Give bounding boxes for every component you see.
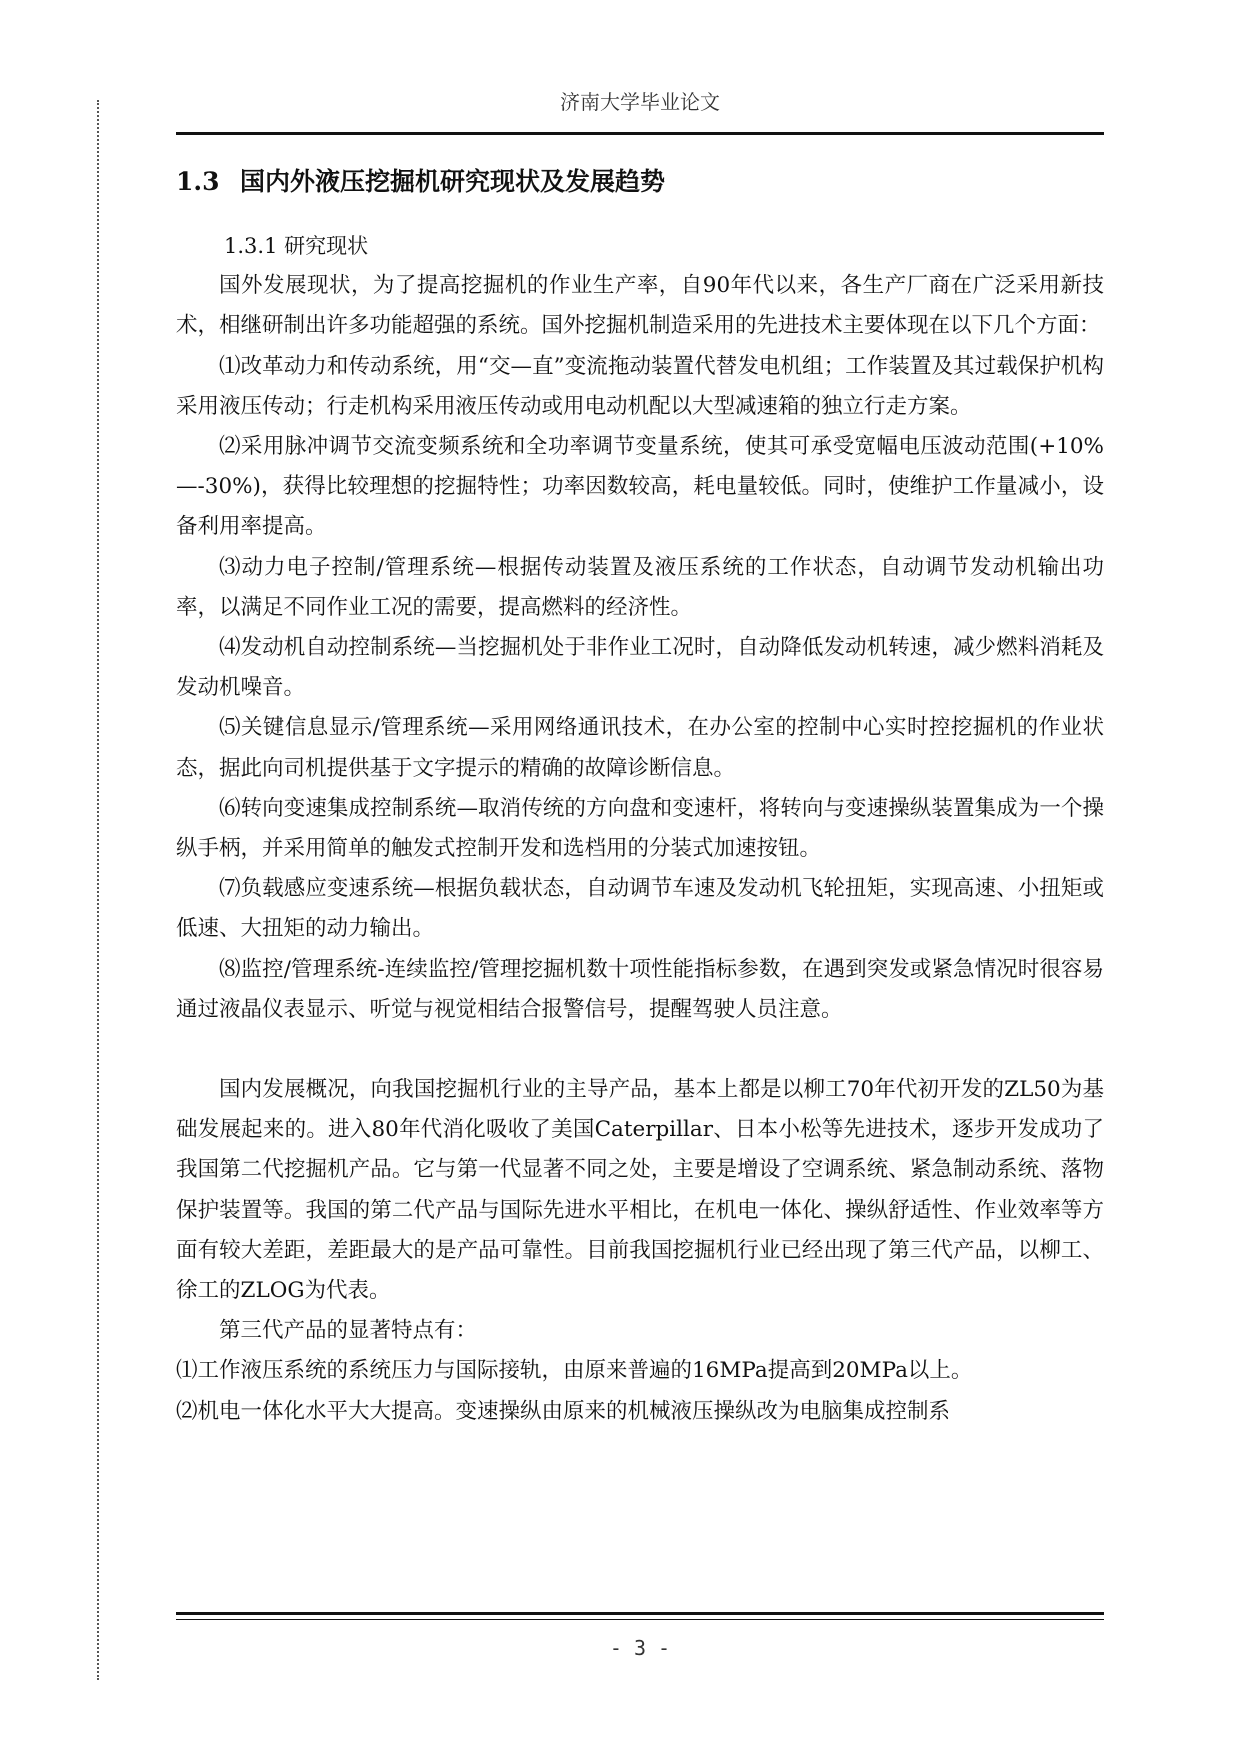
footer-rule: [176, 1612, 1104, 1615]
binding-dotted-line: [97, 100, 99, 1680]
section-number: 1.3: [176, 167, 220, 196]
page-header: 济南大学毕业论文: [560, 90, 720, 114]
paragraph: ⑻监控/管理系统-连续监控/管理挖掘机数十项性能指标参数，在遇到突发或紧急情况时很容易通过液晶仪表显示、听觉与视觉相结合报警信号，提醒驾驶人员注意。: [176, 956, 1104, 1022]
list-item: ⑵机电一体化水平大大提高。变速操纵由原来的机械液压操纵改为电脑集成控制系: [176, 1398, 951, 1424]
subsection-heading: 1.3.1 研究现状: [224, 234, 369, 258]
paragraph: ⑶动力电子控制/管理系统—根据传动装置及液压系统的工作状态，自动调节发动机输出功率，以满足不同作业工况的需要，提高燃料的经济性。: [176, 554, 1104, 620]
paragraph: 第三代产品的显著特点有：: [219, 1318, 478, 1344]
paragraph: ⑴改革动力和传动系统，用“交—直”变流拖动装置代替发电机组；工作装置及其过载保护机构采用液压传动；行走机构采用液压传动或用电动机配以大型减速箱的独立行走方案。: [176, 353, 1104, 419]
paragraph: ⑸关键信息显示/管理系统—采用网络通讯技术，在办公室的控制中心实时控挖掘机的作业状态，据此向司机提供基于文字提示的精确的故障诊断信息。: [176, 715, 1104, 781]
paragraph: 国内发展概况，向我国挖掘机行业的主导产品，基本上都是以柳工70年代初开发的ZL50为基础发展起来的。进入80年代消化吸收了美国Caterpillar、日本小松等先进技术，逐步开发成功了我国第二代挖掘机产品。它与第一代显著不同之处，主要是增设了空调系统、紧急制动系统、落物保护装置等。我国的第二代产品与国际先进水平相比，在机电一体化、操纵舒适性、作业效率等方面有较大差距，差距最大的是产品可靠性。目前我国挖掘机行业已经出现了第三代产品，以柳工、徐工的ZLOG为代表。: [176, 1077, 1104, 1304]
footer-rule-thin: [176, 1619, 1104, 1620]
header-rule: [176, 132, 1104, 135]
section-title: 国内外液压挖掘机研究现状及发展趋势: [240, 167, 666, 196]
paragraph: ⑺负载感应变速系统—根据负载状态，自动调节车速及发动机飞轮扭矩，实现高速、小扭矩或低速、大扭矩的动力输出。: [176, 876, 1104, 942]
list-item: ⑴工作液压系统的系统压力与国际接轨，由原来普遍的16MPa提高到20MPa以上。: [176, 1358, 973, 1384]
paragraph-gap: [176, 1030, 1104, 1070]
page-number: - 3 -: [609, 1636, 671, 1660]
page-content: [176, 160, 1104, 1432]
paragraph: ⑹转向变速集成控制系统—取消传统的方向盘和变速杆，将转向与变速操纵装置集成为一个操纵手柄，并采用简单的触发式控制开发和选档用的分装式加速按钮。: [176, 795, 1104, 862]
paragraph: 国外发展现状，为了提高挖掘机的作业生产率，自90年代以来，各生产厂商在广泛采用新技术，相继研制出许多功能超强的系统。国外挖掘机制造采用的先进技术主要体现在以下几个方面：: [176, 273, 1104, 339]
paragraph: ⑵采用脉冲调节交流变频系统和全功率调节变量系统，使其可承受宽幅电压波动范围(+10%—-30%)，获得比较理想的挖掘特性；功率因数较高，耗电量较低。同时，使维护工作量减小，设备利用率提高。: [176, 434, 1104, 540]
section-heading: [176, 160, 1104, 204]
paragraph: ⑷发动机自动控制系统—当挖掘机处于非作业工况时，自动降低发动机转速，减少燃料消耗及发动机噪音。: [176, 635, 1104, 701]
